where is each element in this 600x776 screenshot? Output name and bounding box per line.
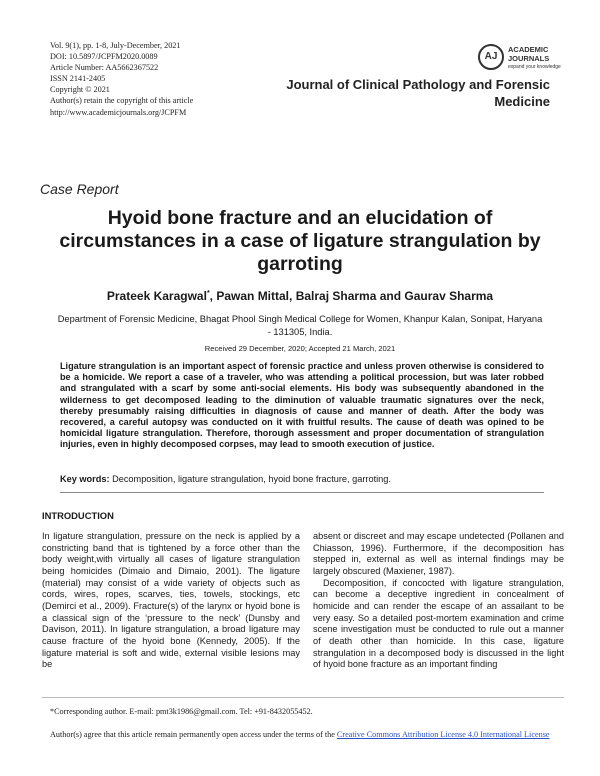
meta-article-number: Article Number: AA5662367522 (50, 63, 159, 73)
intro-paragraph-cont: absent or discreet and may escape undetected (Pollanen and Chiasson, 1996). Furthermore, if the decomposition has stepped in, external as well as internal findings may be largely obscured (Maxiener, 1987). (313, 531, 564, 576)
meta-copyright: Copyright © 2021 (50, 85, 110, 95)
meta-issn: ISSN 2141-2405 (50, 74, 106, 84)
article-meta (50, 40, 290, 118)
meta-volume: Vol. 9(1), pp. 1-8, July-December, 2021 (50, 41, 181, 50)
corresponding-author: *Corresponding author. E-mail: pmt3k1986@gmail.com. Tel: +91-8432055452. (50, 707, 313, 716)
logo-mark: AJ (478, 44, 504, 70)
intro-paragraph-1: In ligature strangulation, pressure on the neck is applied by a constricting band that is tightened by a force other than the body weight,with virtually all cases of ligature strangulation being homicides (Dimaio and Dimaio, 2001). The ligature (material) may consist of a wide variety of objects such as cords, wires, ropes, scarves, ties, towels, stockings, etc (Demirci et al., 2009). Fracture(s) of the larynx or hyoid bone is a classical sign of the ‘pressure to the neck’ (Dunsby and Davison, 2011). In ligature strangulation, a broad ligature may cause fracture of the hyoid bone (Kennedy, 2005). If the ligature material is soft and wide, external visible lesions may be (42, 531, 300, 670)
author-first: Prateek Karagwal (106, 289, 207, 303)
corresponding-mark: * (206, 290, 210, 297)
author-list (40, 289, 560, 303)
meta-url: http://www.academicjournals.org/JCPFM (50, 107, 187, 117)
logo-line1: ACADEMIC (508, 45, 549, 54)
meta-rights: Author(s) retain the copyright of this article (50, 96, 194, 106)
divider (60, 492, 544, 493)
license-text: Author(s) agree that this article remain permanently open access under the terms of the (50, 730, 337, 739)
logo-tagline: expand your knowledge (508, 64, 561, 70)
keywords-text: Decomposition, ligature strangulation, hyoid bone fracture, garroting. (112, 474, 391, 484)
article-title: Hyoid bone fracture and an elucidation of circumstances in a case of ligature strangulation by garroting (59, 207, 541, 275)
license-link[interactable]: Creative Commons Attribution License 4.0 International License (336, 730, 550, 739)
affiliation: Department of Forensic Medicine, Bhagat Phool Singh Medical College for Women, Khanpur Kalan, Sonipat, Haryana - 131305, India. (57, 314, 543, 337)
author-rest: , Pawan Mittal, Balraj Sharma and Gaurav Sharma (209, 289, 494, 303)
logo-line2: JOURNALS (508, 53, 550, 63)
journal-title: Journal of Clinical Pathology and Forensic Medicine (286, 77, 550, 109)
body-column-left (42, 531, 300, 671)
intro-paragraph-2: Decomposition, if concocted with ligature strangulation, can become a deceptive ingredient in concealment of homicide and can render the escape of an assailant to be very easy. So a detailed post-mortem examination and crime scene investigation must be conducted to rule out a manner of death other than homicide. In this case, ligature strangulation in a decomposed body is discussed in the light of hyoid bone fracture as an important finding (313, 577, 564, 670)
footer-divider (42, 697, 564, 698)
received-date: Received 29 December, 2020; Accepted 21 March, 2021 (204, 344, 396, 353)
article-type: Case Report (40, 181, 119, 197)
keywords-label: Key words: (60, 474, 110, 484)
keywords (60, 474, 544, 484)
license-note (50, 729, 565, 740)
meta-doi: DOI: 10.5897/JCPFM2020.0089 (50, 52, 158, 62)
intro-heading: INTRODUCTION (42, 510, 114, 521)
abstract: Ligature strangulation is an important aspect of forensic practice and unless proven otherwise is considered to be a homicide. We report a case of a traveler, who was attending a political procession, but was later robbed and strangulated with a scarf by some anti-social elements. His body was subsequently abandoned in the wilderness to get decomposed leading to the diminution of valuable traumatic signatures over the neck, thereby presumably raising difficulties in diagnosis of cause and manner of death. After the body was recovered, a careful autopsy was conducted on it with fruitful results. The cause of death was opined to be homicidal ligature strangulation. Therefore, thorough assessment and proper documentation of strangulation injuries, even in highly decomposed corpses, may lead to smooth execution of justice. (60, 361, 544, 450)
body-column-right (313, 531, 564, 671)
